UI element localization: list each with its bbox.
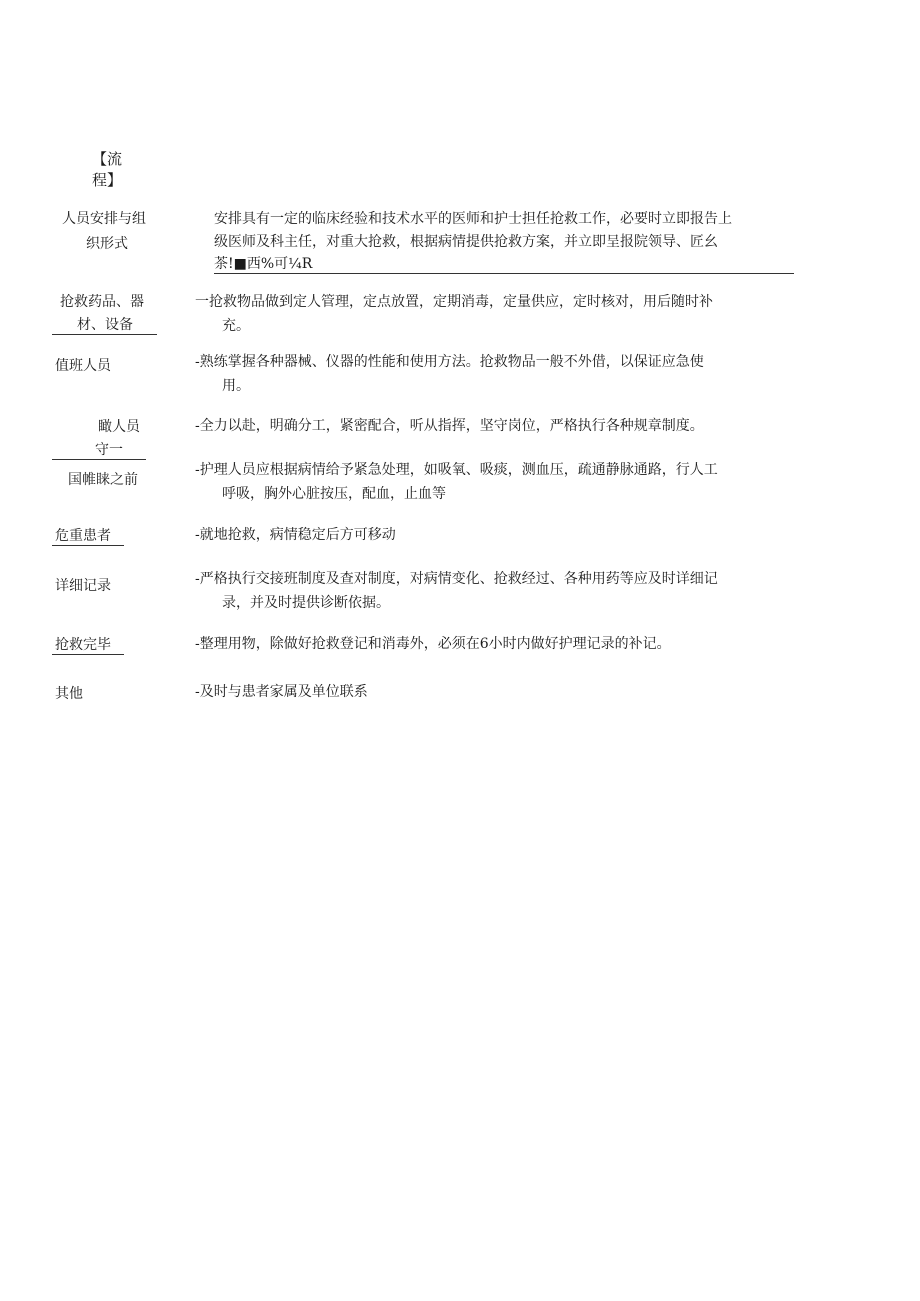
row-label-staff-arrangement: 人员安排与组 [62, 211, 146, 227]
row-content-staff-arrangement-2: 级医师及科主任，对重大抢救，根据病情提供抢救方案，并立即呈报院领导、匠幺 [214, 234, 718, 250]
underline-rescue-complete [52, 654, 124, 655]
title-line-1: 【流 [92, 150, 123, 168]
row-content-before-arrival-2: 呼吸，胸外心脏按压，配血，止血等 [222, 486, 446, 502]
row-content-critical-patient: -就地抢救，病情稳定后方可移动 [195, 527, 396, 543]
underline-staff-arrangement [214, 273, 794, 274]
row-content-equipment-2: 充。 [222, 318, 250, 334]
underline-equipment [52, 334, 157, 335]
row-label-equipment-2: 材、设备 [77, 317, 133, 333]
row-content-staff-arrangement-1: 安排具有一定的临床经验和技术水平的医师和护士担任抢救工作，必要时立即报告上 [214, 211, 732, 227]
row-label-critical-patient: 危重患者 [55, 528, 111, 544]
row-content-on-duty-1: -熟练掌握各种器械、仪器的性能和使用方法。抢救物品一般不外借，以保证应急使 [195, 354, 704, 370]
row-content-personnel: -全力以赴，明确分工，紧密配合，听从指挥，坚守岗位，严格执行各种规章制度。 [195, 418, 704, 434]
row-content-detailed-records-1: -严格执行交接班制度及查对制度，对病情变化、抢救经过、各种用药等应及时详细记 [195, 571, 718, 587]
row-label-detailed-records: 详细记录 [55, 578, 111, 594]
row-label-on-duty: 值班人员 [55, 358, 111, 374]
row-content-rescue-complete: -整理用物，除做好抢救登记和消毒外，必须在6小时内做好护理记录的补记。 [195, 636, 671, 652]
row-label-other: 其他 [55, 686, 83, 702]
row-content-before-arrival-1: -护理人员应根据病情给予紧急处理，如吸氧、吸痰，测血压，疏通静脉通路，行人工 [195, 462, 718, 478]
row-content-staff-arrangement-3: 茶!■西%可¼R [214, 256, 313, 272]
row-content-equipment-1: 一抢救物品做到定人管理，定点放置，定期消毒，定量供应，定时核对，用后随时补 [195, 294, 713, 310]
row-label-staff-arrangement-2: 织形式 [86, 236, 128, 252]
row-label-personnel: 瞰人员 [98, 419, 140, 435]
row-label-rescue-complete: 抢救完毕 [55, 637, 111, 653]
underline-personnel [52, 459, 146, 460]
row-content-other: -及时与患者家属及单位联系 [195, 684, 368, 700]
row-content-on-duty-2: 用。 [222, 378, 250, 394]
underline-critical-patient [52, 545, 124, 546]
row-content-detailed-records-2: 录，并及时提供诊断依据。 [222, 595, 390, 611]
title-line-2: 程】 [92, 171, 123, 189]
row-label-equipment: 抢救药品、器 [60, 294, 144, 310]
row-label-before-arrival: 国帷睐之前 [68, 472, 138, 488]
row-label-personnel-2: 守一 [95, 442, 123, 458]
